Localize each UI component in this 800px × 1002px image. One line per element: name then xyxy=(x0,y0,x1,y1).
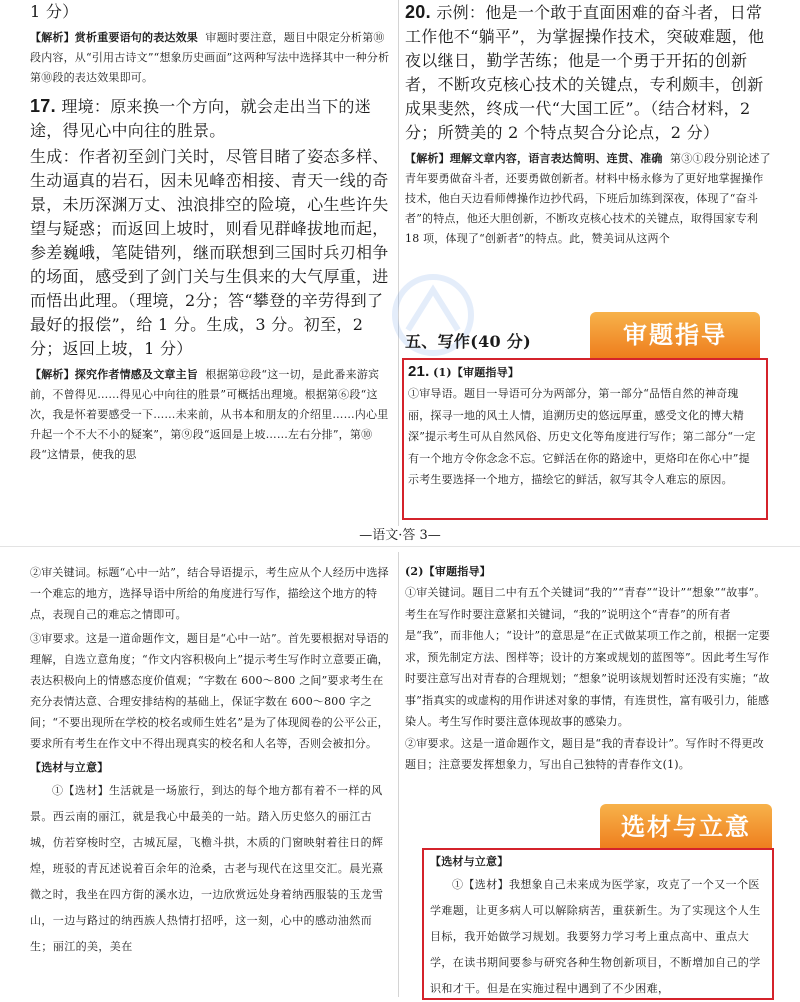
top-left-column xyxy=(30,0,390,465)
question-17-answer-1: 理境：原来换一个方向，就会走出当下的迷途，得见心中向往的胜景。 xyxy=(30,97,372,140)
analysis-text: 审题时要注意，题目中限定分析第⑩段内容，从“引用古诗文”“想象历史画面”这两种写法中选择其中一种分析第⑩段的表达效果即可。 xyxy=(30,31,390,84)
material-text: ①【选材】生活就是一场旅行，到达的每个地方都有着不一样的风景。西云南的丽江，就是我心中最美的一站。踏入历史悠久的丽江古城，仿若穿梭时空，古城瓦屋，飞檐斗拱，木质的门窗映射着往日的辉煌，班驳的青瓦述说着百余年的沧桑，古老与现代在这里交汇。晨光熹微之时，我坐在四方街的溪水边，一边欣赏远处身着纳西服装的玉龙雪山，一边与路过的纳西族人热情打招呼，这一刻，心中的感动油然而生；丽江的美，美在 xyxy=(30,784,384,953)
material-text-2: ①【选材】我想象自己未来成为医学家，攻克了一个又一个医学难题，让更多病人可以解除病苦，重获新生。为了实现这个人生目标，我开始做学习规划。我要努力学习考上重点高中、重点大学，在读书期间要参与研究各种生物创新项目，不断增加自己的学识和才干。但是在实施过程中遇到了不少困难， xyxy=(430,878,761,995)
requirement-analysis-2: ②审要求。这是一道命题作文，题目是“我的青春设计”。写作时不得更改题目；注意要发挥想象力，写出自己独特的青春作文(1)。 xyxy=(405,736,764,771)
badge-material-idea: 选材与立意 xyxy=(600,804,772,850)
analysis-17 xyxy=(30,365,390,465)
analysis-20 xyxy=(405,149,773,249)
analysis-tag: 【解析】探究作者情感及文章主旨 xyxy=(30,368,198,381)
badge-exam-guide: 审题指导 xyxy=(590,312,760,358)
requirement-analysis: ③审要求。这是一道命题作文，题目是“心中一站”。首先要根据对导语的理解，自选立意角度；“作文内容积极向上”提示考生写作时立意要正确，表达积极向上的情感态度价值观；“字数在 600～800 之间”要求考生在充分表情达意、合理安排结构的基础上，保证字数在 600～800 字之间；“不要出现所在学校的校名或师生姓名”是为了体现阅卷的公平公正，要求所有考生在作文中不得出现真实的校名和人名等，否则会被扣分。 xyxy=(30,632,389,750)
bottom-section xyxy=(0,552,800,997)
question-number: 21. xyxy=(408,363,430,380)
page-separator xyxy=(0,546,800,547)
keyword-analysis: ②审关键词。标题“心中一站”，结合导语提示，考生应从个人经历中选择一个难忘的地方，选择导语中所给的角度进行写作，描绘这个地方的特点，表现自己的难忘之情即可。 xyxy=(30,566,389,621)
analysis-text: 根据第⑫段“这一切，是此番来游宾前，不曾得见……得见心中向往的胜景”可概括出理境。根据第⑥段“这次，我是怀着要感受一下……未来前，从书本和朋友的介绍里……内心里升起一个不大不小的疑案”，第⑨段“返回是上坡……左右分排”，第⑩段“这情景，使我的思 xyxy=(30,368,389,461)
column-divider xyxy=(398,0,399,526)
guide-head-2: (2)【审题指导】 xyxy=(405,565,491,578)
question-20 xyxy=(405,0,773,145)
bottom-right-column xyxy=(405,562,773,776)
question-21-header xyxy=(408,362,760,383)
question-number: 17. xyxy=(30,96,56,116)
analysis-text: 第③①段分别论述了青年要勇做奋斗者，还要勇做创新者。材料中杨永修为了更好地掌握操作技术，他白天边看师傅操作边抄代码，下班后加练到深夜，体现了“奋斗者”的特点，他还大胆创新，不断攻克核心技术的关键点，取得国家专利 18 项，体现了“创新者”的特点。此，赞美词从这两个 xyxy=(405,152,771,245)
material-box xyxy=(422,848,774,1000)
page-footer: —语文·答 3— xyxy=(359,528,441,543)
analysis-tag: 【解析】赏析重要语句的表达效果 xyxy=(30,31,198,44)
question-17 xyxy=(30,94,390,143)
question-21-content xyxy=(408,362,760,491)
question-20-answer: 示例：他是一个敢于直面困难的奋斗者，日常工作他不“躺平”，为掌握操作技术，突破难题，他夜以继日，勤学苦练；他是一个勇于开拓的创新者，不断攻克核心技术的关键点，专利颇丰，创新成果斐然，终成一代“大国工匠”。（结合材料，2 分；所赞美的 2 个特点契合分论点，2 分） xyxy=(405,3,765,142)
material-tag: 【选材与立意】 xyxy=(30,761,109,774)
column-divider xyxy=(398,552,399,997)
bottom-left-column xyxy=(30,562,390,960)
question-17-answer-2: 生成：作者初至剑门关时，尽管目睹了姿态多样、生动逼真的岩石，因未见峰峦相接、青天一线的奇景，未历深渊万丈、浊浪排空的险境，心生些许失望与疑惑；而返回上坡时，则看见群峰拔地而起，参差巍峨，笔陡错列，继而联想到三国时兵刃相争的场面，感受到了剑门关与生俱来的大气厚重，进而悟出此理。（理境，2分；答“攀登的辛劳得到了最好的报偿”，给 1 分。生成，3 分。初至，2 分；返回上坡，1 分） xyxy=(30,147,389,358)
analysis-tag: 【解析】理解文章内容，语言表达简明、连贯、准确 xyxy=(405,152,663,165)
guide-head: (1)【审题指导】 xyxy=(433,366,520,379)
keyword-analysis-2: ①审关键词。题目二中有五个关键词“我的”“青春”“设计”“想象”“故事”。考生在写作时要注意紧扣关键词，“我的”说明这个“青春”的所有者是“我”，而非他人；“设计”的意思是“在正式做某项工作之前，根据一定要求，预先制定方法、图样等；设计的方案或规划的蓝图等”。因此考生写作时要注意写出对青春的合理规划；“想象”说明该规划暂时还没有实施；“故事”指真实的或虚构的用作讲述对象的事情，有连贯性，富有吸引力，能感染人。考生写作时要注意体现故事的感染力。 xyxy=(405,586,771,728)
continued-line: 1 分） xyxy=(30,2,79,21)
question-21-box xyxy=(402,358,768,520)
top-right-column xyxy=(405,0,773,249)
section-5-title: 五、写作(40 分) xyxy=(405,332,531,351)
material-tag-2: 【选材与立意】 xyxy=(430,855,509,868)
guide-text: ①审导语。题目一导语可分为两部分，第一部分“品悟自然的神奇瑰丽，探寻一地的风土人情，追溯历史的悠远厚重，感受文化的博大精深”提示考生可从自然风俗、历史文化等角度进行写作；第二部分“一定有一个地方令你念念不忘。它鲜活在你的路途中，更烙印在你心中”提示考生要选择一个地方，描绘它的鲜活，叙写其令人难忘的原因。 xyxy=(408,387,756,486)
question-number: 20. xyxy=(405,2,431,22)
analysis-16 xyxy=(30,28,390,88)
material-content xyxy=(430,852,768,1002)
